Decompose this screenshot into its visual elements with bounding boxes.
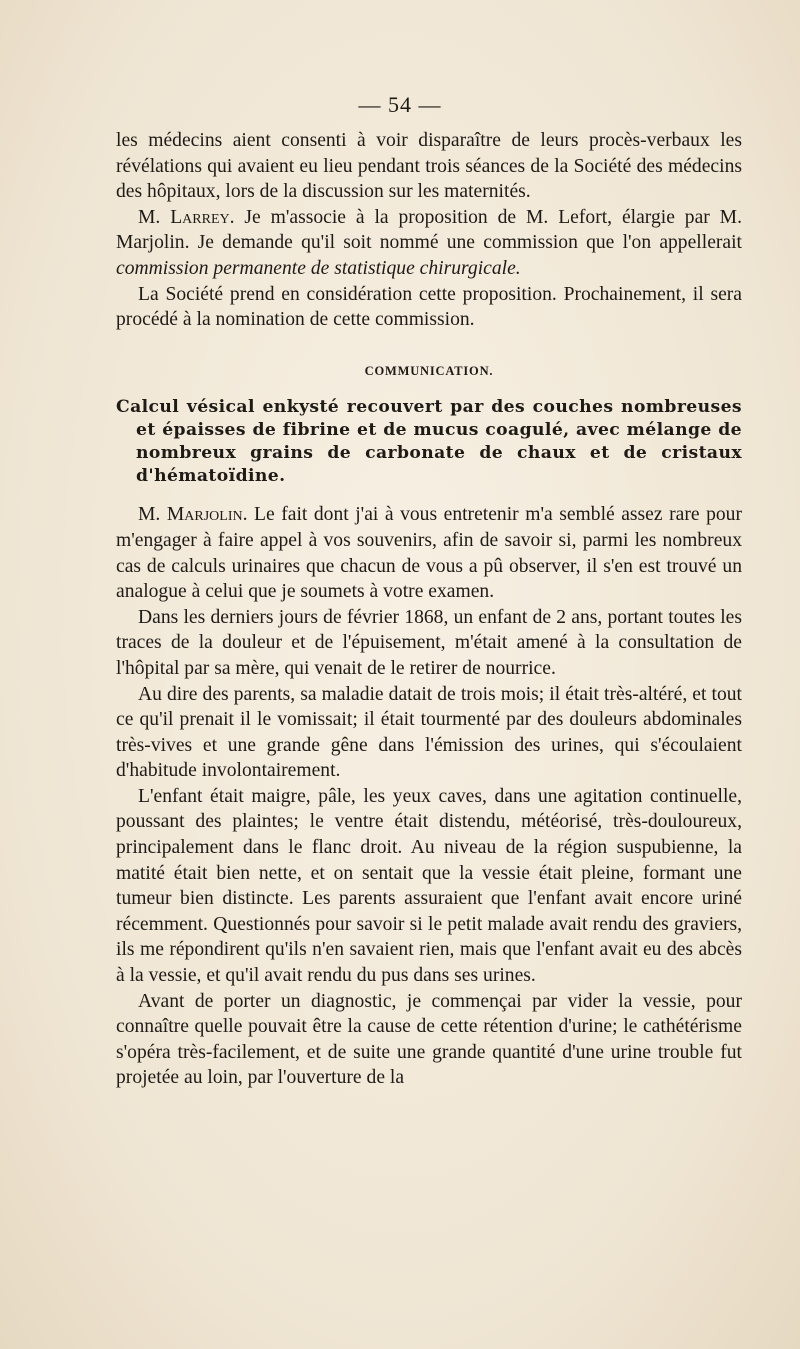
page-number: — 54 — bbox=[358, 92, 442, 117]
paragraph-marjolin bbox=[116, 502, 742, 604]
paragraph-text: Le fait dont j'ai à vous entretenir m'a semblé assez rare pour m'engager à faire appel à vos souvenirs, afin de savoir si, parmi les nombreux cas de calculs urinaires que chacun de vous a pû observer, il s'en est trouvé un analogue à celui que je soumets à votre examen. bbox=[116, 504, 742, 603]
paragraph-parents: Au dire des parents, sa maladie datait de trois mois; il était très-altéré, et tout ce qu'il prenait il le vomissait; il était tourmenté par des douleurs abdominales très-vives et une grande gêne dans l'émission des urines, qui s'écoulaient d'habitude involontairement. bbox=[116, 683, 742, 782]
emphasis-text: commission permanente de statistique chirurgicale. bbox=[116, 257, 521, 279]
paragraph-fevrier: Dans les derniers jours de février 1868, un enfant de 2 ans, portant toutes les traces de la douleur et de l'épuisement, m'était amené à la consultation de l'hôpital par sa mère, qui venait de le retirer de nourrice. bbox=[116, 606, 742, 679]
paragraph-larrey bbox=[116, 205, 742, 282]
paragraph-text: Je m'associe à la proposition de M. Lefort, élargie par M. Marjolin. Je demande qu'il soit nommé une commission que l'on appellerait bbox=[116, 206, 742, 254]
body-text bbox=[116, 128, 742, 1091]
section-heading: Calcul vésical enkysté recouvert par des couches nombreuses et épaisses de fibrine et de mucus coagulé, avec mélange de nombreux grains de carbonate de chaux et de cristaux d'hématoïdine. bbox=[116, 397, 742, 487]
paragraph-diagnostic: Avant de porter un diagnostic, je commençai par vider la vessie, pour connaître quelle pouvait être la cause de cette rétention d'urine; le cathétérisme s'opéra très-facilement, et de suite une grande quantité d'une urine trouble fut projetée au loin, par l'ouverture de la bbox=[116, 990, 742, 1089]
speaker-name: M. Marjolin. bbox=[138, 504, 248, 526]
paragraph-societe: La Société prend en considération cette proposition. Prochainement, il sera procédé à la nomination de cette commission. bbox=[116, 283, 742, 331]
speaker-name: M. Larrey. bbox=[138, 206, 235, 228]
paragraph-1: les médecins aient consenti à voir disparaître de leurs procès-verbaux les révélations qui avaient eu lieu pendant trois séances de la Société des médecins des hôpitaux, lors de la discussion sur les maternités. bbox=[116, 130, 742, 203]
section-label: COMMUNICATION. bbox=[364, 363, 494, 378]
paragraph-enfant: L'enfant était maigre, pâle, les yeux caves, dans une agitation continuelle, poussant des plaintes; le ventre était distendu, météorisé, très-douloureux, principalement dans le flanc droit. Au niveau de la région suspubienne, la matité était bien nette, et on sentait que la vessie était pleine, formant une tumeur bien distincte. Les parents assuraient que l'enfant avait encore uriné récemment. Questionnés pour savoir si le petit malade avait rendu des graviers, ils me répondirent qu'ils n'en savaient rien, mais que l'enfant avait eu des abcès à la vessie, et qu'il avait rendu du pus dans ses urines. bbox=[116, 785, 742, 987]
